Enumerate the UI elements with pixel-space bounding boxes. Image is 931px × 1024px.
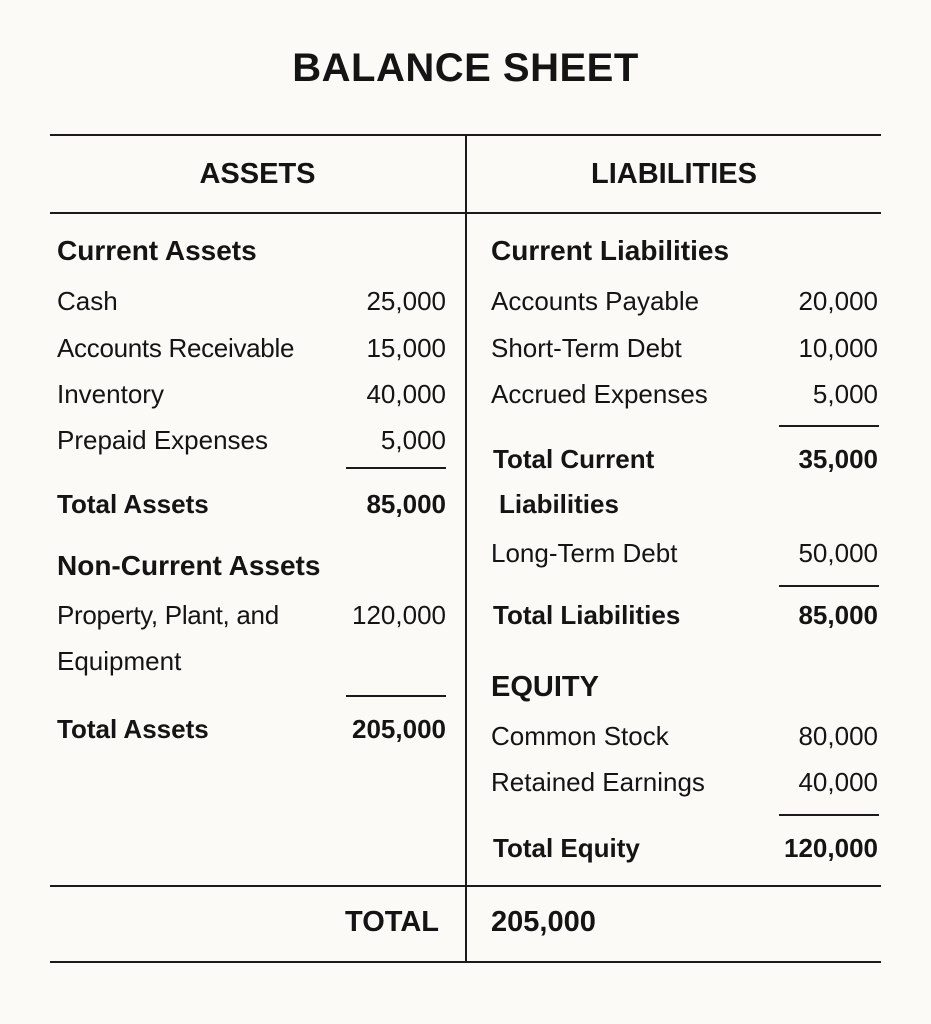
column-divider [465,135,467,962]
current-assets-heading: Current Assets [57,235,257,266]
asset-value-ppe: 120,000 [352,600,446,630]
current-liabilities-total-value: 35,000 [798,444,878,474]
asset-label-ppe-line1: Property, Plant, and [57,600,279,630]
liabilities-column-heading: LIABILITIES [591,158,757,190]
liability-value-short-term-debt: 10,000 [798,333,878,363]
asset-value-cash: 25,000 [366,286,446,316]
liabilities-total-value: 85,000 [798,600,878,630]
liability-value-accrued-expenses: 5,000 [812,379,878,409]
current-liabilities-heading: Current Liabilities [491,235,730,266]
liability-value-long-term-debt: 50,000 [798,538,878,568]
equity-label-retained-earnings: Retained Earnings [491,767,705,797]
equity-value-common-stock: 80,000 [798,721,878,751]
long-term-debt-underline [779,585,879,587]
asset-label-cash: Cash [57,286,118,316]
equity-total-label: Total Equity [493,833,640,863]
asset-label-accounts-receivable: Accounts Receivable [57,333,295,363]
current-assets-total-value: 85,000 [366,489,446,519]
asset-value-accounts-receivable: 15,000 [366,333,446,363]
current-assets-underline [346,467,446,469]
current-liabilities-total-label-line1: Total Current [493,444,655,474]
current-assets-total-label: Total Assets [57,489,209,519]
liability-label-short-term-debt: Short-Term Debt [491,333,682,363]
page-title: BALANCE SHEET [292,46,639,90]
equity-label-common-stock: Common Stock [491,721,669,751]
current-liabilities-total-label-line2: Liabilities [499,489,619,519]
non-current-assets-heading: Non-Current Assets [57,550,321,581]
liability-label-accounts-payable: Accounts Payable [491,286,700,316]
asset-label-inventory: Inventory [57,379,164,409]
grand-total-value: 205,000 [491,906,596,938]
liabilities-total-label: Total Liabilities [493,600,681,630]
asset-label-prepaid-expenses: Prepaid Expenses [57,425,269,455]
assets-total-value: 205,000 [352,714,446,744]
assets-column-heading: ASSETS [199,158,316,190]
grand-total-label: TOTAL [345,906,439,938]
asset-value-prepaid-expenses: 5,000 [380,425,446,455]
non-current-assets-underline [346,695,446,697]
assets-total-label: Total Assets [57,714,209,744]
liability-label-accrued-expenses: Accrued Expenses [491,379,708,409]
asset-value-inventory: 40,000 [366,379,446,409]
equity-heading: EQUITY [491,671,599,703]
asset-label-ppe-line2: Equipment [57,646,182,676]
equity-total-value: 120,000 [784,833,878,863]
equity-underline [779,814,879,816]
liability-label-long-term-debt: Long-Term Debt [491,538,678,568]
equity-value-retained-earnings: 40,000 [798,767,878,797]
liability-value-accounts-payable: 20,000 [798,286,878,316]
current-liabilities-underline [779,425,879,427]
